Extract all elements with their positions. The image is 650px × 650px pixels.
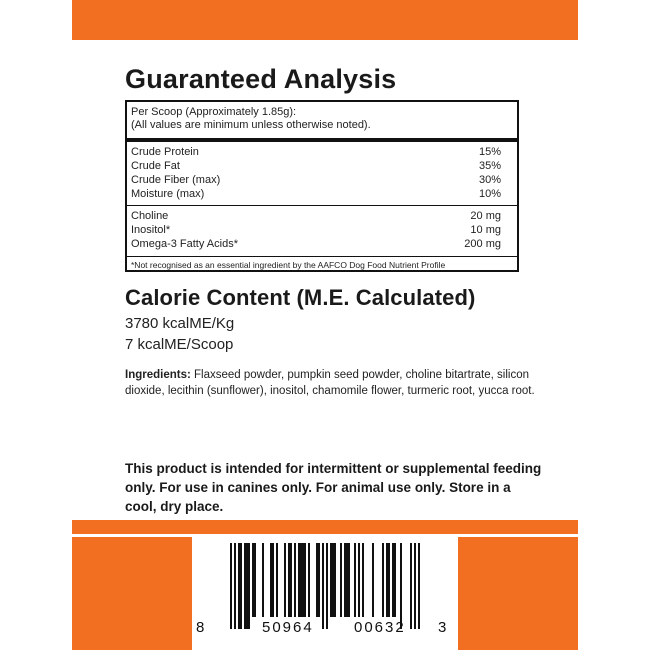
barcode-bar [418,543,420,629]
barcode-bar [362,543,364,617]
barcode-bar [272,543,274,617]
barcode-bar [246,543,248,629]
barcode-bar [330,543,332,617]
row-label: Moisture (max) [131,188,205,200]
row-value: 10% [478,188,501,200]
ingredients-label: Ingredients: [125,369,191,381]
table-row [131,209,517,223]
minimum-note: (All values are minimum unless otherwise noted). [131,119,371,131]
barcode-bar [244,543,246,629]
barcode-bar [410,543,412,629]
row-value: 200 mg [464,238,501,250]
barcode-bar [394,543,396,617]
barcode-trail-digit: 3 [438,619,447,636]
row-label: Crude Fiber (max) [131,174,221,186]
barcode-bar [354,543,356,617]
barcode-bar [372,543,374,617]
barcode-bar [340,543,342,617]
nutrient-section [127,142,517,206]
barcode-bar [254,543,256,617]
table-header [127,102,517,142]
barcode-bar [326,543,328,629]
calorie-content-title: Calorie Content (M.E. Calculated) [125,285,476,310]
row-value: 10 mg [470,224,501,236]
barcode-bar [316,543,318,617]
row-label: Omega-3 Fatty Acids* [131,238,238,250]
barcode-bar [414,543,416,629]
barcode-bar [240,543,242,629]
barcode-bar [252,543,254,617]
row-label: Crude Fat [131,160,180,172]
barcode-bar [234,543,236,629]
row-value: 35% [478,160,501,172]
barcode-bar [308,543,310,617]
barcode-bar [298,543,300,617]
barcode-bar [318,543,320,617]
guaranteed-analysis-title: Guaranteed Analysis [125,64,397,94]
row-value: 30% [478,174,501,186]
barcode-bar [294,543,296,617]
barcode-bar [400,543,402,629]
barcode-bar [230,543,232,629]
barcode-bar [262,543,264,617]
row-label: Crude Protein [131,146,199,158]
barcode-bar [386,543,388,617]
barcode-bar [248,543,250,629]
barcode-bar [322,543,324,629]
table-row [131,223,517,237]
row-label: Choline [131,210,169,222]
top-orange-band [72,0,578,40]
barcode-bar [284,543,286,617]
barcode-bar [300,543,302,617]
table-row [131,173,517,187]
barcode-bar [358,543,360,617]
guaranteed-analysis-table [125,100,519,272]
barcode-bar [304,543,306,617]
barcode-bar [276,543,278,617]
upc-barcode [192,535,458,650]
barcode-bar [238,543,240,629]
barcode-bar [288,543,290,617]
barcode-bar [334,543,336,617]
barcode-right-group: 00632 [354,619,406,636]
barcode-icon [192,535,458,650]
table-row [131,145,517,159]
barcode-bar [346,543,348,617]
ingredients-list: Flaxseed powder, pumpkin seed powder, choline bitartrate, silicon dioxide, lecithin (sunflower), inositol, chamomile flower, turmeric root, yucca root. [125,369,535,397]
bottom-orange-stripe [72,520,578,534]
barcode-bar [382,543,384,617]
serving-line: Per Scoop (Approximately 1.85g): [131,106,297,118]
barcode-bar [290,543,292,617]
calories-per-kg: 3780 kcalME/Kg [125,315,235,332]
aafco-footnote: *Not recognised as an essential ingredient by the AAFCO Dog Food Nutrient Profile [131,260,446,270]
barcode-lead-digit: 8 [196,619,205,636]
row-value: 20 mg [470,210,501,222]
barcode-bar [332,543,334,617]
barcode-bar [270,543,272,617]
barcode-bar [344,543,346,617]
supplement-section [127,206,517,257]
barcode-bar [388,543,390,617]
barcode-bar [302,543,304,617]
usage-disclaimer: This product is intended for intermittent or supplemental feeding only. For use in canines only. For animal use only. Store in a cool, dry place. [125,461,542,514]
row-label: Inositol* [131,224,171,236]
barcode-left-group: 50964 [262,619,314,636]
calories-per-scoop: 7 kcalME/Scoop [125,336,234,353]
ingredients-paragraph [125,367,535,399]
barcode-bar [392,543,394,617]
barcode-bar [348,543,350,617]
table-row [131,187,517,201]
table-row [131,159,517,173]
row-value: 15% [478,146,501,158]
table-row [131,237,517,251]
